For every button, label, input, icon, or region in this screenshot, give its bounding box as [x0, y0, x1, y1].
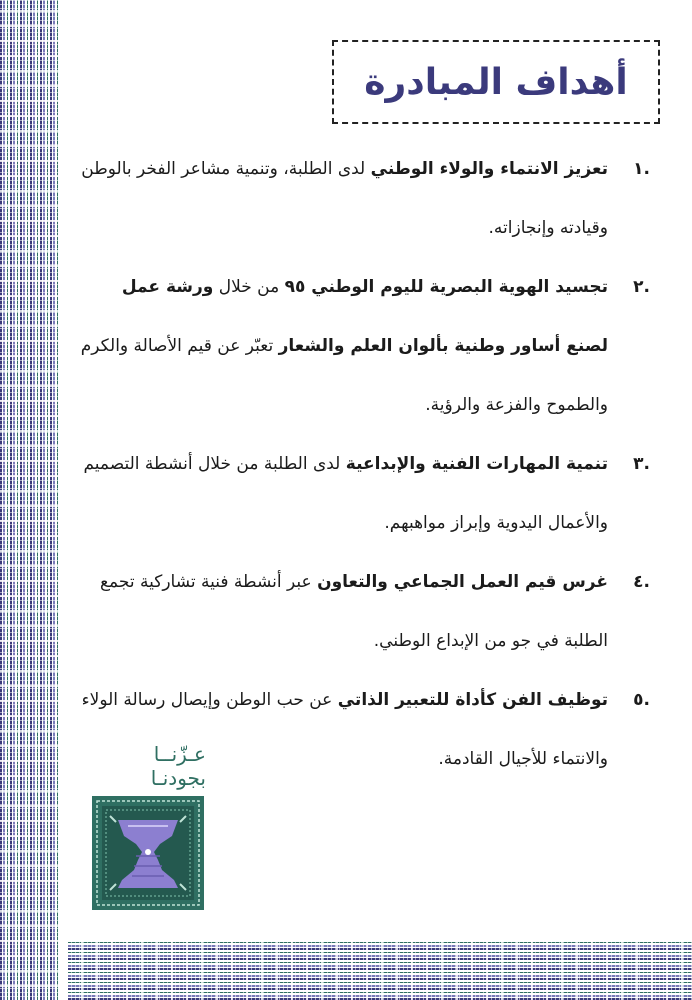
goal-number: .٤: [633, 572, 650, 592]
goal-number: .١: [633, 159, 650, 179]
goal-text: من خلال: [213, 277, 285, 297]
goal-bold-text-2: ورشة عمل لصنع أساور وطنية بألوان العلم والشعار: [121, 277, 608, 356]
goal-bold-text: تنمية المهارات الفنية والإبداعية: [345, 454, 608, 474]
emblem-icon: [92, 796, 204, 910]
logo-line-2: بجودنـا: [150, 766, 206, 790]
goal-item-1: [80, 140, 664, 258]
goal-bold-text: توظيف الفن كأداة للتعبير الذاتي: [337, 690, 608, 710]
logo-line-1: عـزّنــا: [153, 742, 206, 766]
goal-item-2: [80, 258, 664, 435]
goal-item-4: [80, 553, 664, 671]
page-title: أهداف المبادرة: [364, 61, 628, 103]
goal-bold-text: تعزيز الانتماء والولاء الوطني: [370, 159, 608, 179]
logo: [92, 742, 206, 910]
left-decorative-border: [0, 0, 58, 1000]
goal-number: .٢: [633, 277, 650, 297]
title-box: [332, 40, 660, 124]
goals-list: [80, 140, 664, 789]
goal-number: .٣: [633, 454, 650, 474]
goal-text: لدى الطلبة من خلال أنشطة التصميم والأعمال اليدوية وإبراز مواهبهم.: [83, 454, 608, 533]
goal-bold-text: غرس قيم العمل الجماعي والتعاون: [317, 572, 608, 592]
goal-text: لدى الطلبة، وتنمية مشاعر الفخر بالوطن وقيادته وإنجازاته.: [81, 159, 608, 238]
goal-text: عن حب الوطن وإيصال رسالة الولاء والانتماء للأجيال القادمة.: [81, 690, 608, 769]
goal-number: .٥: [633, 690, 650, 710]
goal-bold-text: تجسيد الهوية البصرية لليوم الوطني ٩٥: [284, 277, 608, 297]
goal-text: عبر أنشطة فنية تشاركية تجمع الطلبة في جو من الإبداع الوطني.: [100, 572, 608, 651]
logo-text: [92, 742, 206, 790]
bottom-decorative-border: [68, 940, 692, 1000]
goal-item-3: [80, 435, 664, 553]
goal-text-2: تعبّر عن قيم الأصالة والكرم والطموح والفزعة والرؤية.: [80, 336, 608, 415]
